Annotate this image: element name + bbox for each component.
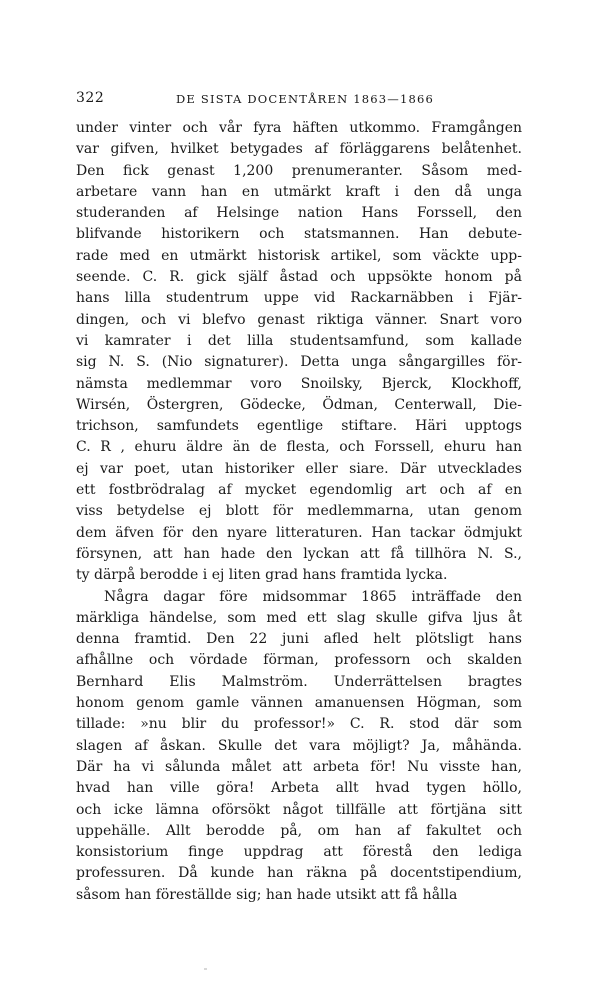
- text-line: hans lilla studentrum uppe vid Rackarnäbben i Fjär-: [76, 290, 522, 307]
- text-line: Några dagar före midsommar 1865 inträffade den: [104, 588, 522, 605]
- text-line: vi kamrater i det lilla studentsamfund, som kallade: [76, 332, 522, 349]
- text-line: uppehälle. Allt berodde på, om han af fakultet och: [76, 822, 522, 839]
- page-number: 322: [76, 90, 105, 106]
- text-line: såsom han föreställde sig; han hade utsikt att få hålla: [76, 886, 458, 903]
- text-line: blifvande historikern och statsmannen. Han debute-: [76, 226, 522, 243]
- text-line: dem äfven för den nyare litteraturen. Han tackar ödmjukt: [76, 524, 522, 541]
- text-line: honom genom gamle vännen amanuensen Högman, som: [76, 695, 522, 712]
- text-line: under vinter och vår fyra häften utkommo. Framgången: [76, 120, 522, 136]
- text-line: tillade: »nu blir du professor!» C. R. stod där som: [76, 716, 522, 733]
- text-line: var gifven, hvilket betygades af förläggarens belåtenhet.: [76, 141, 522, 158]
- body-text: [76, 118, 522, 906]
- text-line: Där ha vi sålunda målet att arbeta för! Nu visste han,: [76, 758, 522, 775]
- paragraph: [76, 118, 522, 587]
- text-line: ett fostbrödralag af mycket egendomlig art och af en: [76, 482, 522, 499]
- text-line: Wirsén, Östergren, Gödecke, Ödman, Centerwall, Die-: [76, 396, 522, 413]
- text-line: viss betydelse ej blott för medlemmarna, utan genom: [76, 503, 522, 520]
- paragraph: [76, 587, 522, 906]
- text-line: konsistorium finge uppdrag att förestå den lediga: [76, 844, 522, 861]
- text-line: ej var poet, utan historiker eller siare. Där utvecklades: [76, 460, 522, 477]
- page-speck: [204, 968, 207, 970]
- text-line: slagen af åskan. Skulle det vara möjligt? Ja, måhända.: [76, 737, 522, 754]
- text-line: sig N. S. (Nio signaturer). Detta unga sångargilles för-: [76, 354, 522, 371]
- text-line: ty därpå berodde i ej liten grad hans framtida lycka.: [76, 567, 448, 584]
- text-line: nämsta medlemmar voro Snoilsky, Bjerck, Klockhoff,: [76, 375, 522, 392]
- page-header: [76, 90, 522, 110]
- text-line: Bernhard Elis Malmström. Underrättelsen bragtes: [76, 673, 522, 690]
- text-line: Den fick genast 1,200 prenumeranter. Såsom med-: [76, 162, 522, 179]
- text-line: professuren. Då kunde han räkna på docentstipendium,: [76, 865, 522, 882]
- text-line: arbetare vann han en utmärkt kraft i den då unga: [76, 183, 522, 200]
- text-line: dingen, och vi blefvo genast riktiga vänner. Snart voro: [76, 311, 522, 328]
- text-line: afhållne och vördade förman, professorn och skalden: [76, 652, 522, 669]
- text-line: försynen, att han hade den lyckan att få tillhöra N. S.,: [76, 545, 522, 562]
- running-title: DE SISTA DOCENTÅREN 1863—1866: [176, 92, 435, 106]
- text-line: märkliga händelse, som med ett slag skulle gifva ljus åt: [76, 609, 522, 626]
- text-line: seende. C. R. gick själf åstad och uppsökte honom på: [76, 269, 522, 286]
- text-line: rade med en utmärkt historisk artikel, som väckte upp-: [76, 247, 522, 264]
- text-line: studeranden af Helsinge nation Hans Forssell, den: [76, 205, 522, 222]
- text-line: denna framtid. Den 22 juni afled helt plötsligt hans: [76, 631, 522, 648]
- text-line: C. R , ehuru äldre än de flesta, och Forssell, ehuru han: [76, 439, 522, 456]
- text-line: trichson, samfundets egentlige stiftare. Häri upptogs: [76, 418, 522, 435]
- text-line: hvad han ville göra! Arbeta allt hvad tygen höllo,: [76, 780, 522, 797]
- text-line: och icke lämna oförsökt något tillfälle att förtjäna sitt: [76, 801, 522, 818]
